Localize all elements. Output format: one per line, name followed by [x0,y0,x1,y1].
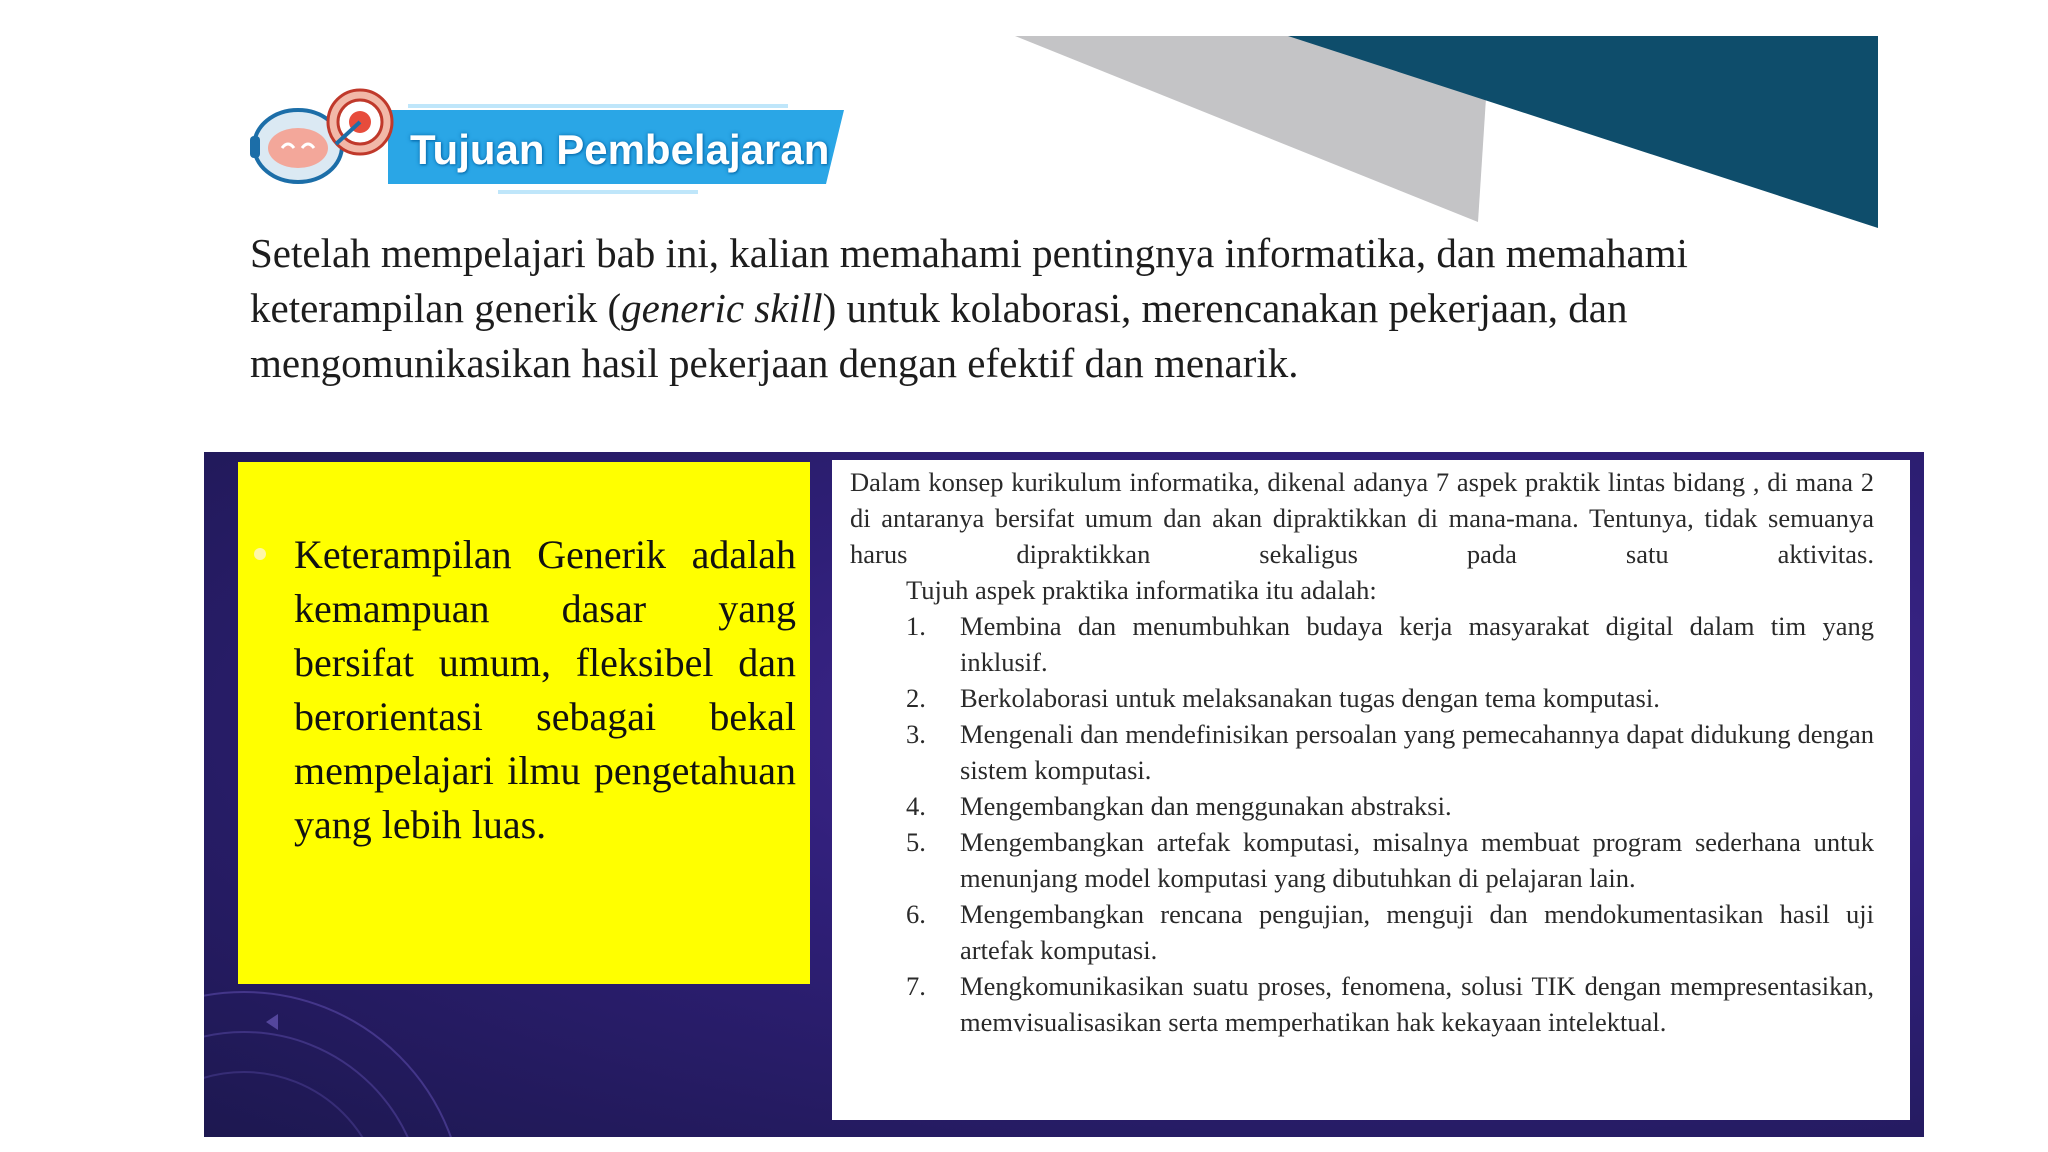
intro-text-start: Setelah mempelajari bab ini, kalian memahami pentingnya informatika, dan memahami keterampilan generik ( [250,230,1688,331]
intro-text-end: ) untuk kolaborasi, merencanakan pekerjaan, dan mengomunikasikan hasil pekerjaan dengan efektif dan menarik. [250,285,1628,386]
list-number: 7. [906,971,926,1001]
list-text: Berkolaborasi untuk melaksanakan tugas dengan tema komputasi. [960,683,1660,713]
aspects-intro: Dalam konsep kurikulum informatika, dikenal adanya 7 aspek praktik lintas bidang , di mana 2 di antaranya bersifat umum dan akan dipraktikkan di mana-mana. Tentunya, tidak semuanya harus dipraktikkan sekaligus pada satu aktivitas. [850,467,1874,569]
list-text: Mengembangkan dan menggunakan abstraksi. [960,791,1452,821]
list-number: 1. [906,611,926,641]
aspects-list [850,608,1874,1040]
list-item [850,968,1874,1040]
list-item [850,896,1874,968]
list-item [850,788,1874,824]
definition-text: Keterampilan Generik adalah kemampuan dasar yang bersifat umum, fleksibel dan berorientasi sebagai bekal mempelajari ilmu pengetahuan yang lebih luas. [294,532,796,847]
list-number: 3. [906,719,926,749]
bullet-icon [254,548,266,560]
list-number: 2. [906,683,926,713]
list-item [850,824,1874,896]
target-icon [328,90,392,154]
list-number: 4. [906,791,926,821]
list-text: Mengenali dan mendefinisikan persoalan yang pemecahannya dapat didukung dengan sistem komputasi. [960,719,1874,785]
list-number: 5. [906,827,926,857]
section-title: Tujuan Pembelajaran [410,126,830,173]
aspects-lead: Tujuh aspek praktika informatika itu adalah: [906,575,1377,605]
list-item [850,680,1874,716]
list-text: Mengembangkan artefak komputasi, misalnya membuat program sederhana untuk menunjang model komputasi yang dibutuhkan di pelajaran lain. [960,827,1874,893]
intro-italic-term: generic skill [621,285,823,331]
list-text: Membina dan menumbuhkan budaya kerja masyarakat digital dalam tim yang inklusif. [960,611,1874,677]
intro-paragraph [250,226,1690,391]
aspects-content [850,464,1874,1040]
list-text: Mengembangkan rencana pengujian, menguji dan mendokumentasikan hasil uji artefak komputasi. [960,899,1874,965]
list-item [850,608,1874,680]
list-number: 6. [906,899,926,929]
list-item [850,716,1874,788]
list-text: Mengkomunikasikan suatu proses, fenomena, solusi TIK dengan mempresentasikan, memvisualisasikan serta memperhatikan hak kekayaan intelektual. [960,971,1874,1037]
